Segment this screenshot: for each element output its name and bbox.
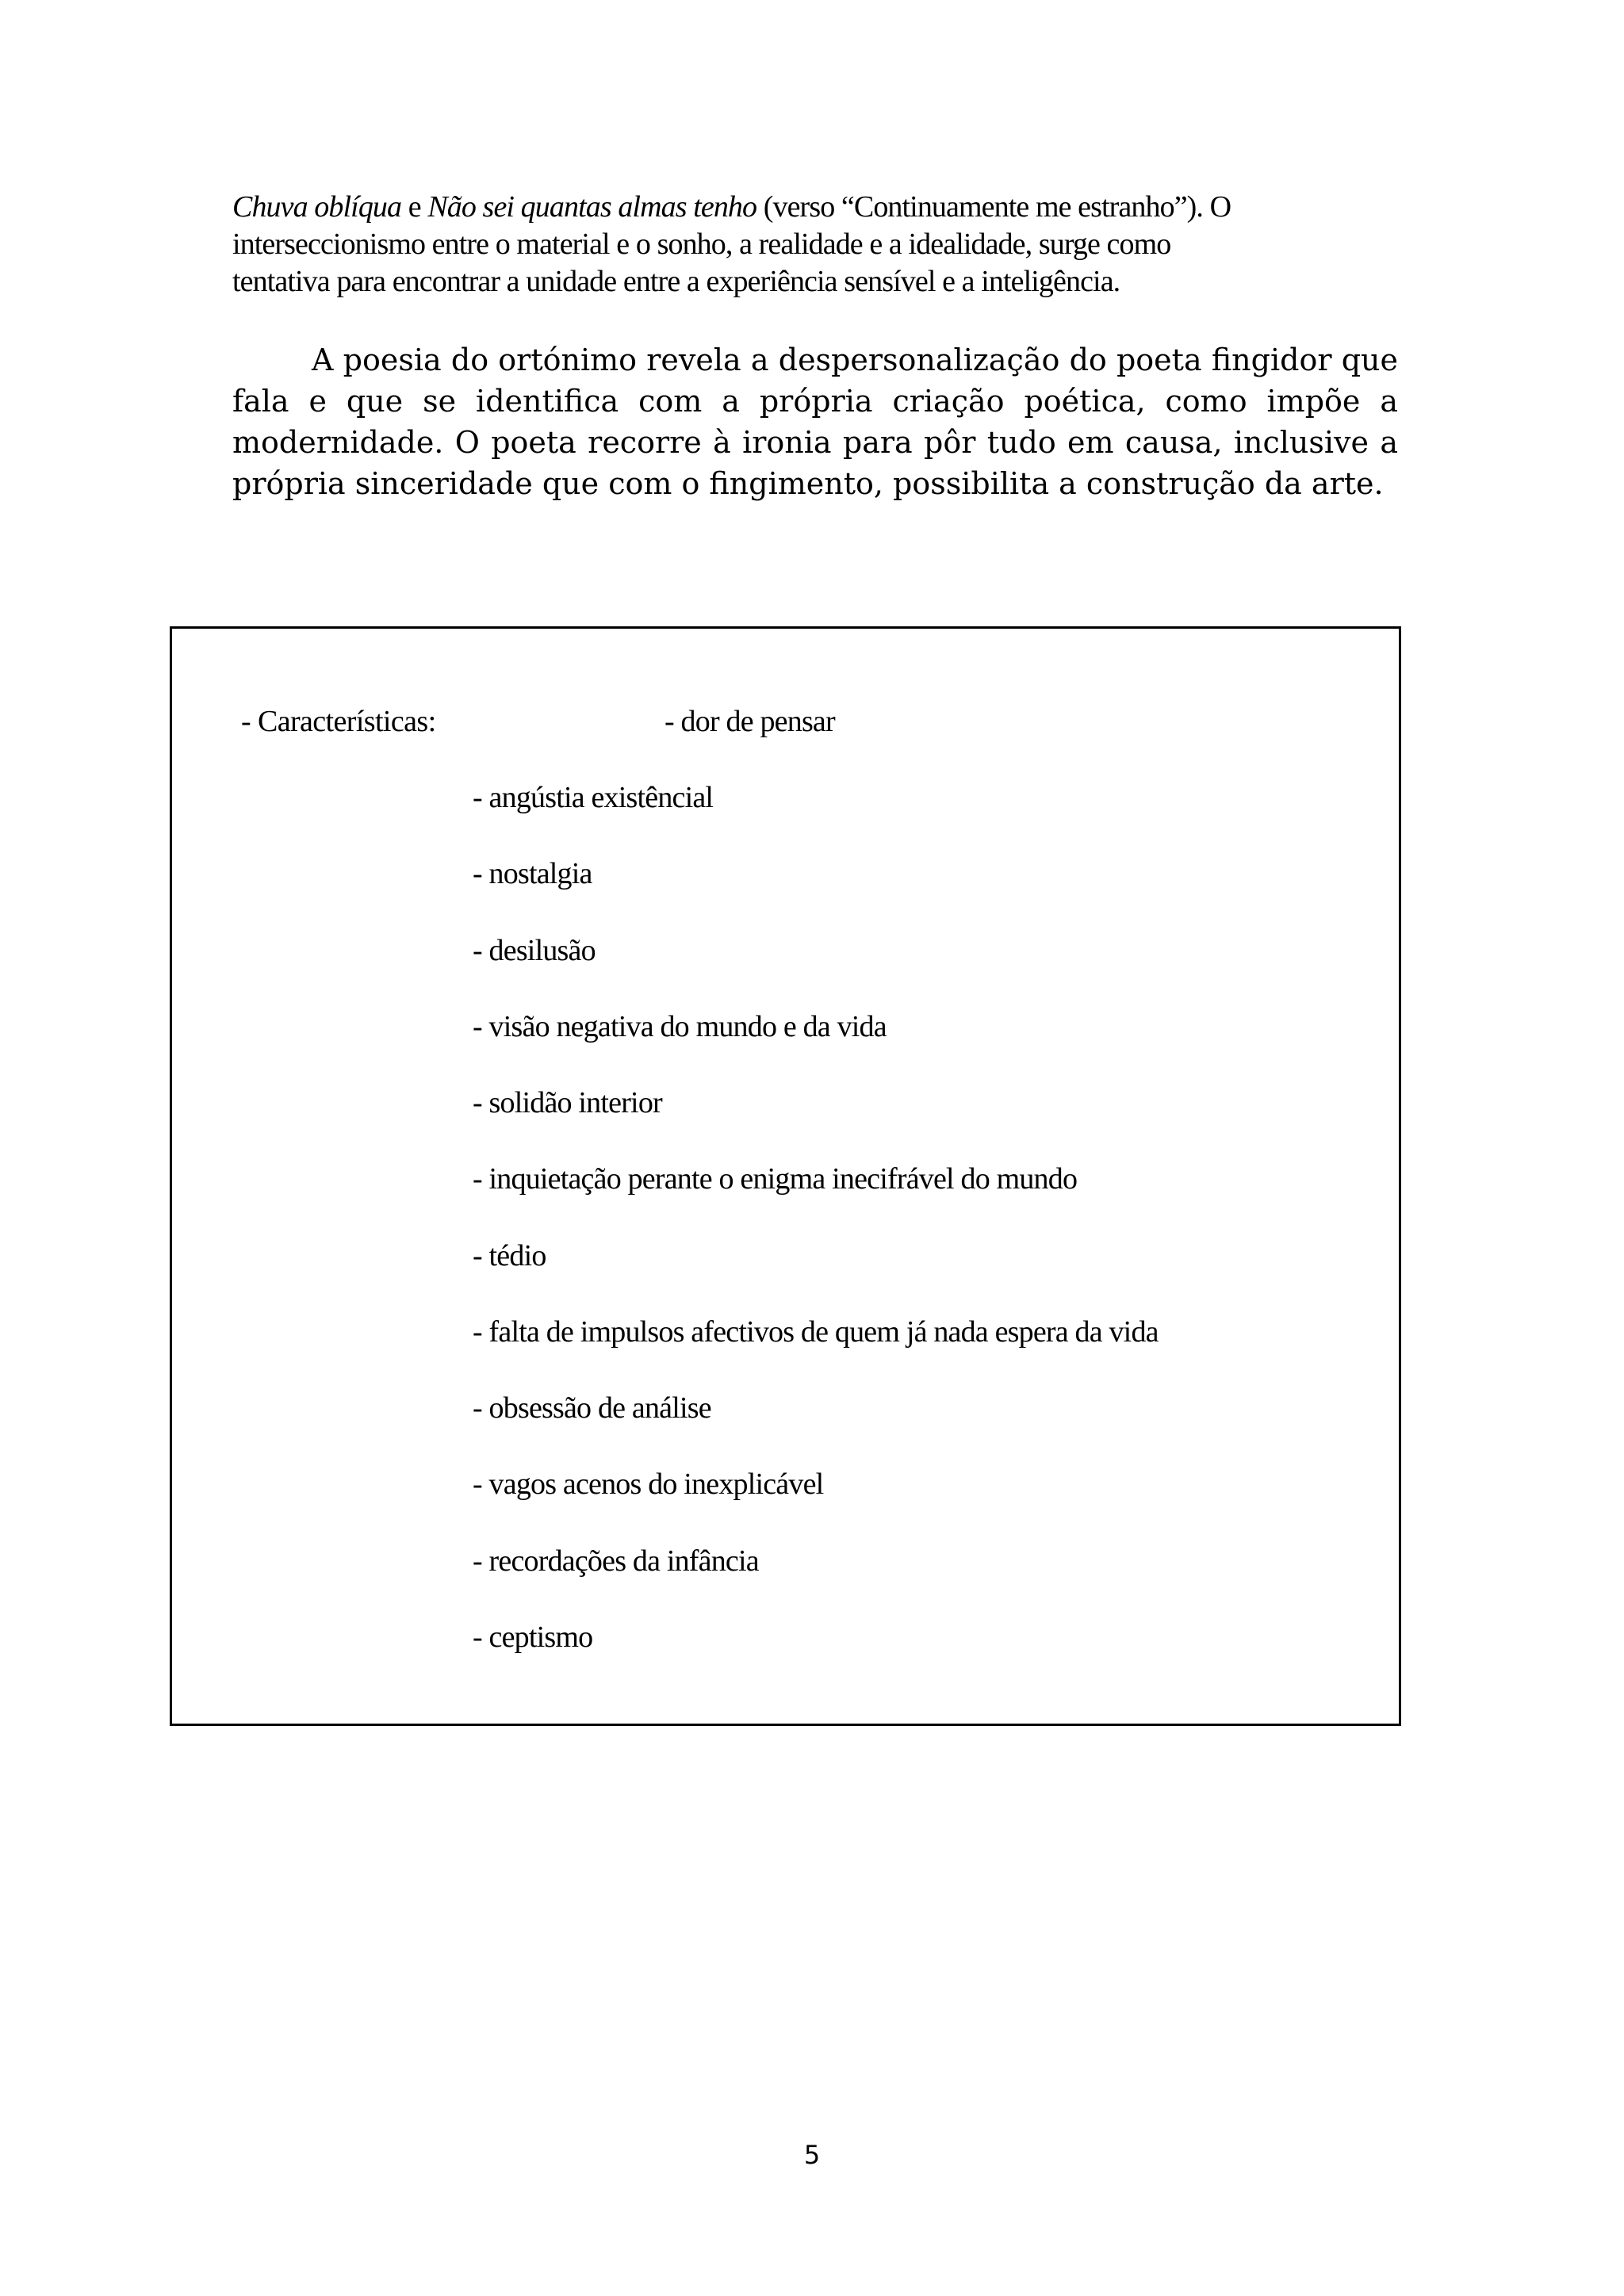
connector-text: e bbox=[401, 190, 428, 224]
characteristic-item: - angústia existêncial bbox=[473, 781, 714, 814]
characteristic-item: - inquietação perante o enigma inecifrável do mundo bbox=[473, 1162, 1078, 1196]
intro-paragraph bbox=[232, 189, 1398, 300]
characteristic-item: - ceptismo bbox=[473, 1621, 593, 1654]
intro-line-1 bbox=[232, 189, 1398, 226]
poem-title-chuva-obliqua: Chuva oblíqua bbox=[232, 190, 402, 224]
characteristic-item: - solidão interior bbox=[473, 1086, 662, 1119]
characteristic-item: - desilusão bbox=[473, 934, 596, 967]
intro-line-3: tentativa para encontrar a unidade entre a experiência sensível e a inteligência. bbox=[232, 265, 1120, 298]
poem-title-nao-sei-quantas-almas: Não sei quantas almas tenho bbox=[427, 190, 757, 224]
page-number: 5 bbox=[803, 2140, 821, 2170]
characteristic-item: - recordações da infância bbox=[473, 1544, 759, 1578]
characteristic-item: - vagos acenos do inexplicável bbox=[473, 1468, 824, 1501]
characteristic-item: - falta de impulsos afectivos de quem já nada espera da vida bbox=[473, 1315, 1159, 1349]
orthonym-paragraph: A poesia do ortónimo revela a despersonalização do poeta fingidor que fala e que se identifica com a própria criação poética, como impõe a modernidade. O poeta recorre à ironia para pôr tudo em causa, inclusive a própria sinceridade que com o fingimento, possibilita a construção da arte. bbox=[232, 342, 1398, 501]
characteristic-item: - nostalgia bbox=[473, 857, 592, 890]
intro-line-1-rest: (verso “Continuamente me estranho”). O bbox=[756, 190, 1231, 224]
intro-line-2: interseccionismo entre o material e o sonho, a realidade e a idealidade, surge como bbox=[232, 228, 1171, 261]
characteristic-item: - dor de pensar bbox=[665, 705, 835, 738]
characteristic-item: - visão negativa do mundo e da vida bbox=[473, 1010, 887, 1043]
characteristic-item: - obsessão de análise bbox=[473, 1391, 711, 1425]
characteristics-heading: - Características: bbox=[241, 705, 436, 738]
characteristic-item: - tédio bbox=[473, 1239, 546, 1272]
